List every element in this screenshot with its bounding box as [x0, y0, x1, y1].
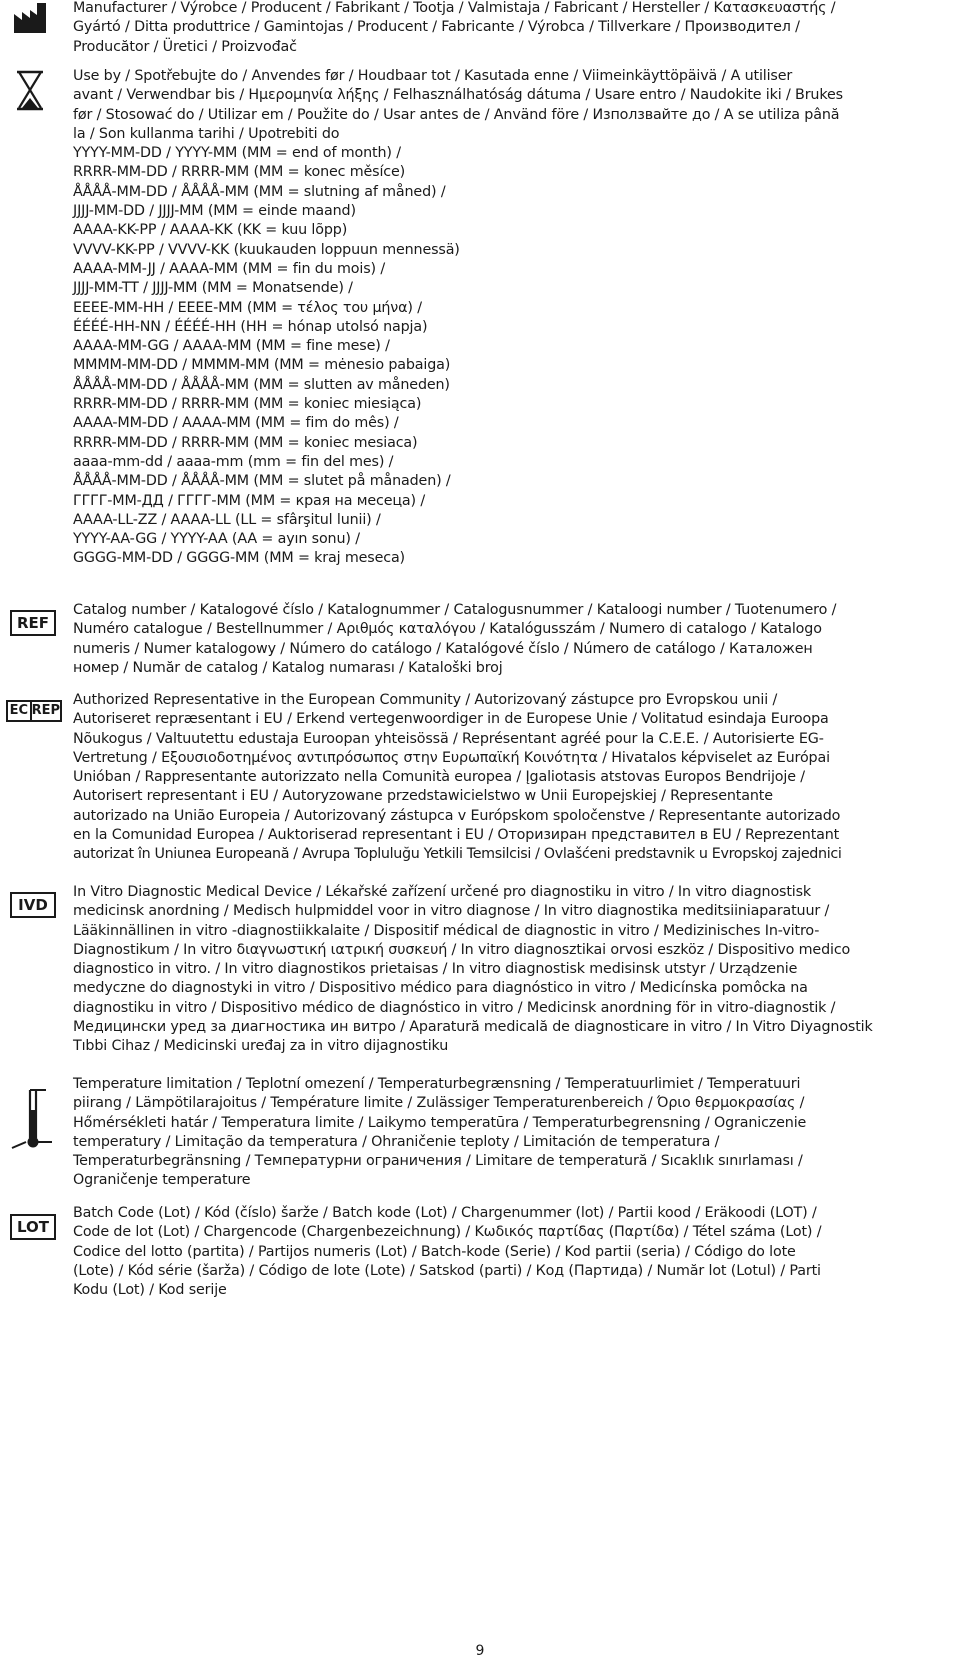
text-line: Kodu (Lot) / Kod serije — [73, 1282, 227, 1299]
text-line: RRRR-MM-DD / RRRR-MM (MM = konec měsíce) — [73, 164, 406, 181]
text-line: la / Son kullanma tarihi / Upotrebiti do — [73, 125, 340, 142]
text-line: ÉÉÉÉ-HH-NN / ÉÉÉÉ-HH (HH = hónap utolsó napja) — [73, 318, 428, 335]
text-line: RRRR-MM-DD / RRRR-MM (MM = koniec miesiąca) — [73, 396, 422, 413]
text-line: medyczne do diagnostyki in vitro / Dispositivo médico para diagnóstico in vitro / Medicínska pomôcka na — [73, 980, 808, 997]
text-line: numeris / Numer katalogowy / Número do catálogo / Katalógové číslo / Número de catálogo / Каталожен — [73, 640, 813, 657]
text-line: avant / Verwendbar bis / Ημερομηνία λήξης / Felhasználhatóság dátuma / Usare entro / Naudokite iki / Brukes — [73, 87, 843, 104]
lot-symbol: LOT — [10, 1214, 56, 1240]
text-line: RRRR-MM-DD / RRRR-MM (MM = koniec mesiaca) — [73, 434, 418, 451]
text-line: medicinsk anordning / Medisch hulpmiddel voor in vitro diagnose / In vitro diagnostika meditsiiniaparatuur / — [73, 903, 830, 920]
text-line: ÅÅÅÅ-MM-DD / ÅÅÅÅ-MM (MM = slutning af måned) / — [73, 183, 446, 200]
text-line: en la Comunidad Europea / Auktoriserad representant i EU / Оторизиран представител в EU / Reprezentant — [73, 827, 840, 844]
text-line: aaaa-mm-dd / aaaa-mm (mm = fin del mes) / — [73, 453, 394, 470]
text-line: AAAA-KK-PP / AAAA-KK (KK = kuu lõpp) — [73, 222, 348, 239]
text-line: Autorisert representant i EU / Autoryzowane przedstawicielstwo w Unii Europejskiej / Representante — [73, 788, 773, 805]
text-line: piirang / Lämpötilarajoitus / Température limite / Zulässiger Temperaturenbereich / Όριο θερμοκρασίας / — [73, 1095, 805, 1112]
text-line: Vertretung / Εξουσιοδοτημένος αντιπρόσωπος στην Ευρωπαϊκή Κοινότητα / Hivatalos képviselet az Európai — [73, 749, 830, 766]
text-line: Producător / Üretici / Proizvođač — [73, 38, 297, 55]
text-line: Temperaturbegränsning / Температурни ограничения / Limitare de temperatură / Sıcaklık sınırlaması / — [73, 1153, 803, 1170]
text-line: Gyártó / Ditta produttrice / Gamintojas / Producent / Fabricante / Výrobca / Tillverkare / Производител / — [73, 19, 800, 36]
text-line: (Lote) / Kód série (šarža) / Código de lote (Lote) / Satskod (parti) / Код (Партида) / Număr lot (Lotul) / Parti — [73, 1262, 821, 1279]
text-line: ÅÅÅÅ-MM-DD / ÅÅÅÅ-MM (MM = slutet på månaden) / — [73, 473, 451, 490]
ec-label: EC — [8, 702, 32, 720]
text-line: Batch Code (Lot) / Kód (číslo) šarže / Batch kode (Lot) / Chargenummer (lot) / Partii kood / Eräkoodi (LOT) / — [73, 1205, 817, 1221]
thermometer-icon — [8, 1080, 54, 1156]
text-line: Numéro catalogue / Bestellnummer / Αριθμός καταλόγου / Katalógusszám / Numero di catalogo / Katalogo — [73, 621, 822, 638]
text-line: ÅÅÅÅ-MM-DD / ÅÅÅÅ-MM (MM = slutten av måneden) — [73, 376, 450, 393]
text-line: JJJJ-MM-DD / JJJJ-MM (MM = einde maand) — [73, 203, 356, 220]
text-line: YYYY-AA-GG / YYYY-AA (AA = ayın sonu) / — [73, 531, 360, 548]
text-line: Ograničenje temperature — [73, 1172, 251, 1189]
text-line: Authorized Representative in the European Community / Autorizovaný zástupce pro Evropskou unii / — [73, 692, 778, 708]
text-line: AAAA-MM-DD / AAAA-MM (MM = fim do mês) / — [73, 415, 399, 432]
text-line: Catalog number / Katalogové číslo / Katalognummer / Catalogusnummer / Kataloogi number / Tuotenumero / — [73, 602, 837, 618]
text-line: Unióban / Rappresentante autorizzato nella Comunità europea / Įgaliotasis atstovas Europos Bendrijoje / — [73, 769, 805, 786]
text-line: autorizado na União Europeia / Autorizovaný zástupca v Európskom spoločenstve / Representante autorizado — [73, 807, 841, 824]
text-line: Manufacturer / Výrobce / Producent / Fabrikant / Tootja / Valmistaja / Fabricant / Hersteller / Κατασκευαστής / — [73, 0, 836, 16]
text-line: Temperature limitation / Teplotní omezení / Temperaturbegrænsning / Temperatuurlimiet / Temperatuuri — [73, 1076, 801, 1092]
text-line: Codice del lotto (partita) / Partijos numeris (Lot) / Batch-kode (Serie) / Kod partii (seria) / Código do lote — [73, 1243, 796, 1260]
text-line: Tıbbi Cihaz / Medicinski uređaj za in vitro dijagnostiku — [73, 1038, 449, 1055]
text-line: Hőmérsékleti határ / Temperatura limite / Laikymo temperatūra / Temperaturbegrensning / Ograniczenie — [73, 1114, 807, 1131]
text-line: Diagnostikum / In vitro διαγνωστική ιατρική συσκευή / In vitro diagnosztikai orvosi eszköz / Dispositivo medico — [73, 941, 851, 958]
ref-symbol: REF — [10, 610, 56, 636]
text-line: Autoriseret repræsentant i EU / Erkend vertegenwoordiger in de Europese Unie / Volitatud esindaja Euroopa — [73, 711, 829, 728]
text-line: diagnostiku in vitro / Dispositivo médico de diagnóstico in vitro / Medicinsk anordning för in vitro-diagnostik / — [73, 999, 836, 1016]
text-line: YYYY-MM-DD / YYYY-MM (MM = end of month) / — [73, 145, 401, 162]
page-number: 9 — [475, 1643, 485, 1659]
text-line: MMMM-MM-DD / MMMM-MM (MM = mėnesio pabaiga) — [73, 357, 451, 374]
text-line: GGGG-MM-DD / GGGG-MM (MM = kraj meseca) — [73, 550, 405, 567]
text-line: ΕΕΕΕ-ΜΜ-ΗΗ / ΕΕΕΕ-ΜΜ (ΜΜ = τέλος του μήνα) / — [73, 299, 422, 316]
rep-label: REP — [31, 703, 60, 718]
text-line: temperatury / Limitação da temperatura / Ohraničenie teploty / Limitación de temperatura / — [73, 1133, 720, 1150]
text-line: номер / Număr de catalog / Katalog numarası / Kataloški broj — [73, 659, 503, 676]
text-line: diagnostico in vitro. / In vitro diagnostikos prietaisas / In vitro diagnostisk medisinsk utstyr / Urządzenie — [73, 961, 798, 978]
text-line: Медицински уред за диагностика ин витро / Aparatură medicală de diagnosticare in vitro / In Vitro Diyagnostik — [73, 1019, 873, 1036]
text-line: autorizat în Uniunea Europeană / Avrupa Topluluğu Yetkili Temsilcisi / Ovlašćeni predstavnik u Evropskoj zajednici — [73, 846, 842, 863]
ivd-symbol: IVD — [10, 892, 56, 918]
text-line: JJJJ-MM-TT / JJJJ-MM (MM = Monatsende) / — [73, 280, 353, 297]
text-line: In Vitro Diagnostic Medical Device / Lékařské zařízení určené pro diagnostiku in vitro / In vitro diagnostisk — [73, 884, 812, 900]
hourglass-icon — [15, 70, 61, 116]
text-line: ГГГГ-ММ-ДД / ГГГГ-ММ (ММ = края на месеца) / — [73, 492, 426, 509]
text-line: AAAA-LL-ZZ / AAAA-LL (LL = sfârşitul lunii) / — [73, 511, 381, 528]
text-line: Code de lot (Lot) / Chargencode (Chargenbezeichnung) / Κωδικός παρτίδας (Παρτίδα) / Tétel száma (Lot) / — [73, 1224, 822, 1241]
text-line: Lääkinnällinen in vitro -diagnostiikkalaite / Dispositif médical de diagnostic in vitro / Medizinisches In-vitro- — [73, 922, 820, 939]
text-line: Use by / Spotřebujte do / Anvendes før / Houdbaar tot / Kasutada enne / Viimeinkäyttöpäivä / A utiliser — [73, 68, 793, 84]
ec-rep-symbol — [6, 700, 62, 722]
manufacturer-icon — [13, 2, 59, 38]
text-line: Nõukogus / Valtuutettu edustaja Euroopan yhteisössä / Représentant agréé pour la C.E.E. / Autorisierte EG- — [73, 730, 824, 747]
text-line: VVVV-KK-PP / VVVV-KK (kuukauden loppuun mennessä) — [73, 241, 460, 258]
text-line: AAAA-MM-GG / AAAA-MM (MM = fine mese) / — [73, 338, 390, 355]
text-line: AAAA-MM-JJ / AAAA-MM (MM = fin du mois) / — [73, 260, 385, 277]
text-line: før / Stosować do / Utilizar em / Použite do / Usar antes de / Använd före / Използвайте до / A se utiliza până — [73, 106, 840, 123]
